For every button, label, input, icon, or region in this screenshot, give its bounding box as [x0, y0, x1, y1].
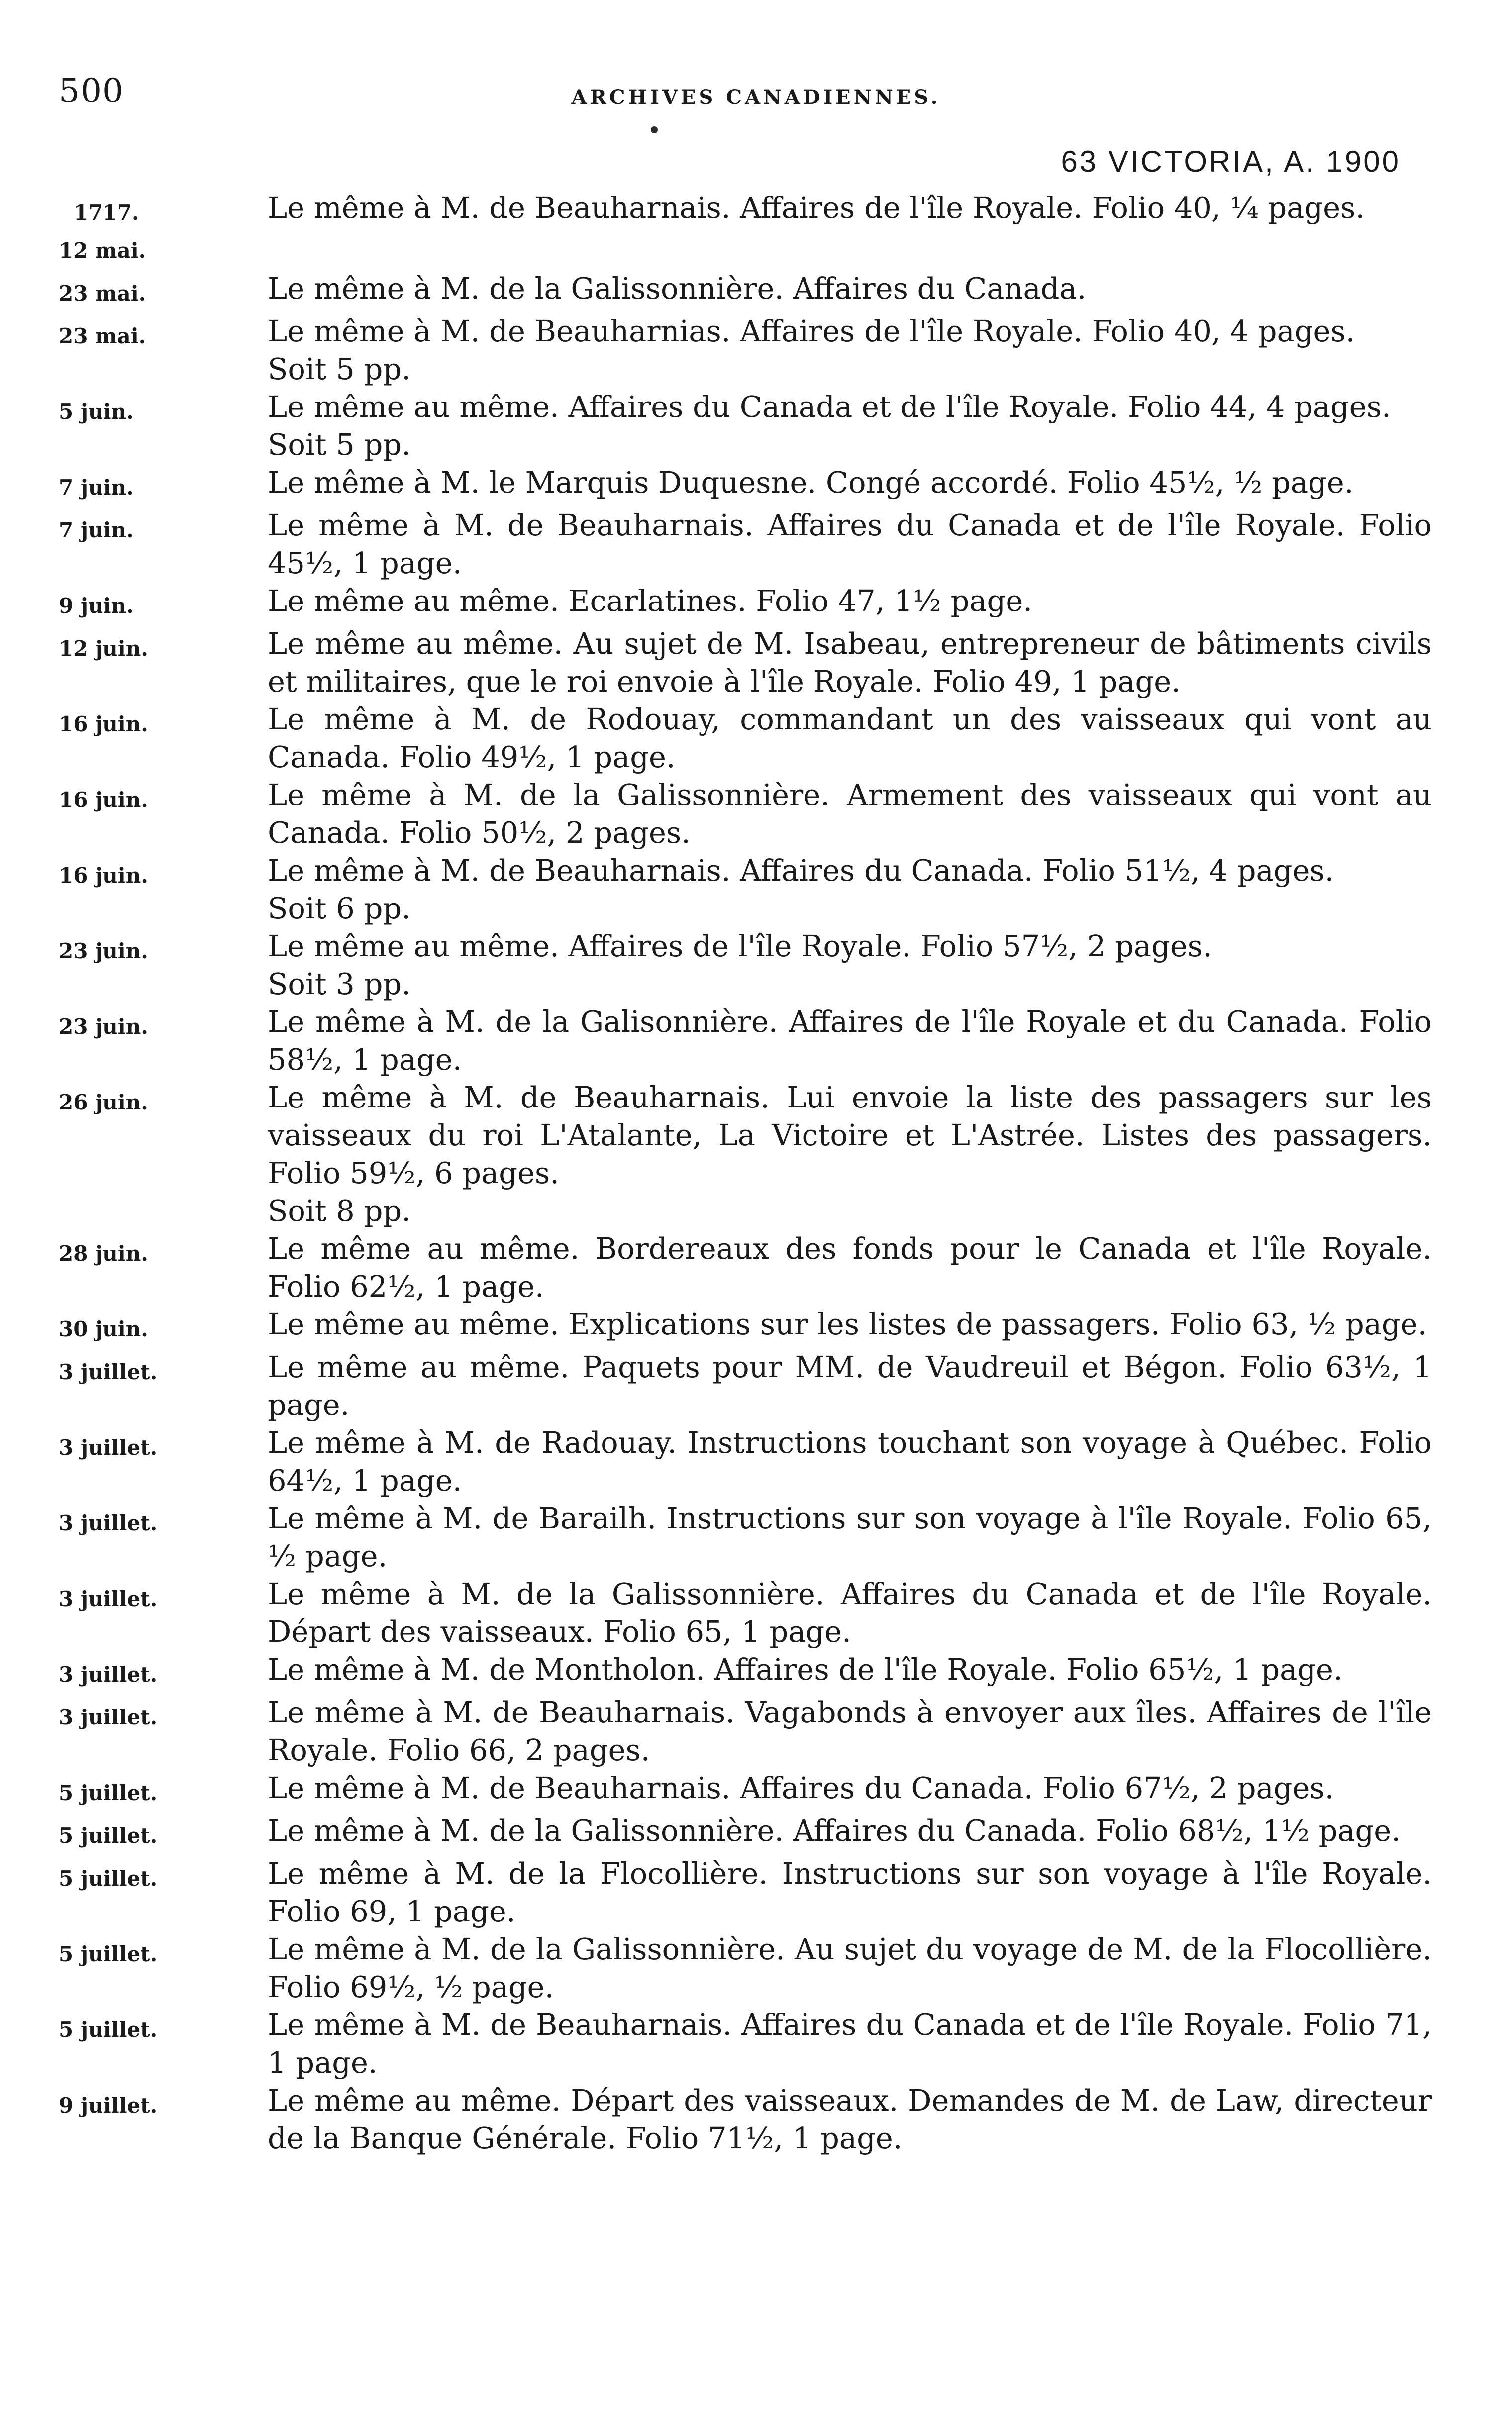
- list-item: [59, 189, 1432, 270]
- entry-day: 7 juin.: [59, 518, 134, 542]
- entry-day: 23 mai.: [59, 281, 146, 305]
- entry-date: [59, 625, 268, 668]
- list-item: [59, 2082, 1432, 2157]
- entry-day: 16 juin.: [59, 712, 148, 736]
- list-item: [59, 1651, 1432, 1694]
- entry-day: 3 juillet.: [59, 1435, 158, 1460]
- entry-date: [59, 506, 268, 549]
- entry-date: [59, 927, 268, 970]
- entry-text: [268, 1348, 1432, 1424]
- list-item: [59, 1855, 1432, 1930]
- entry-day: 16 juin.: [59, 863, 148, 888]
- entry-day: 3 juillet.: [59, 1587, 158, 1611]
- entry-date: [59, 776, 268, 819]
- entry-date: [59, 1079, 268, 1121]
- list-item: [59, 2006, 1432, 2082]
- list-item: [59, 1306, 1432, 1348]
- list-item: [59, 1003, 1432, 1079]
- entry-day: 5 juin.: [59, 400, 134, 424]
- entry-date: [59, 1651, 268, 1694]
- entry-text: [268, 701, 1432, 776]
- entry-description: Le même au même. Départ des vaisseaux. Demandes de M. de Law, directeur de la Banque Générale. Folio 71½, 1 page.: [268, 2083, 1432, 2155]
- entry-text: [268, 1003, 1432, 1079]
- entry-description: Le même à M. de la Galissonnière. Affaires du Canada.: [268, 271, 1087, 305]
- entry-text: [268, 1575, 1432, 1651]
- entry-text: [268, 2082, 1432, 2157]
- running-title: ARCHIVES CANADIENNES.: [571, 86, 941, 109]
- entry-description: Le même à M. de la Galissonnière. Au sujet du voyage de M. de la Flocollière. Folio 69½, ½ page.: [268, 1932, 1432, 2004]
- entry-date: [59, 1424, 268, 1467]
- entry-date: [59, 1855, 268, 1898]
- list-item: [59, 312, 1432, 388]
- entry-description: Le même à M. de Beauharnais. Lui envoie la liste des passagers sur les vaisseaux du roi L'Atalante, La Victoire et L'Astrée. Listes des passagers. Folio 59½, 6 pages.: [268, 1080, 1432, 1190]
- entry-date: [59, 1003, 268, 1046]
- entry-description: Le même à M. de la Galissonnière. Armement des vaisseaux qui vont au Canada. Folio 50½, 2 pages.: [268, 778, 1432, 850]
- entry-date: [59, 1769, 268, 1812]
- entry-day: 16 juin.: [59, 788, 148, 812]
- entry-description: Le même à M. de la Galissonnière. Affaires du Canada. Folio 68½, 1½ page.: [268, 1813, 1401, 1848]
- entry-day: 28 juin.: [59, 1241, 148, 1266]
- list-item: [59, 1079, 1432, 1230]
- list-item: [59, 852, 1432, 927]
- entry-date: [59, 701, 268, 743]
- entry-date: [59, 1930, 268, 1973]
- entry-description: Le même à M. de Barailh. Instructions sur son voyage à l'île Royale. Folio 65, ½ page.: [268, 1501, 1432, 1573]
- entry-date: [59, 189, 268, 270]
- list-item: [59, 1500, 1432, 1575]
- entry-page-total: Soit 5 pp.: [268, 352, 411, 386]
- entry-text: [268, 388, 1432, 464]
- entry-text: [268, 1306, 1432, 1343]
- entry-text: [268, 1930, 1432, 2006]
- entry-date: [59, 1348, 268, 1391]
- entry-day: 5 juillet.: [59, 2017, 158, 2042]
- entry-description: Le même au même. Explications sur les listes de passagers. Folio 63, ½ page.: [268, 1307, 1427, 1341]
- entry-day: 3 juillet.: [59, 1705, 158, 1729]
- entry-text: [268, 506, 1432, 582]
- entry-date: [59, 1500, 268, 1542]
- entry-date: [59, 852, 268, 895]
- list-item: [59, 506, 1432, 582]
- entry-text: [268, 1079, 1432, 1230]
- entry-description: Le même à M. le Marquis Duquesne. Congé accordé. Folio 45½, ½ page.: [268, 465, 1354, 500]
- entry-day: 9 juillet.: [59, 2093, 158, 2117]
- entry-text: [268, 1230, 1432, 1306]
- entry-day: 3 juillet.: [59, 1360, 158, 1384]
- entry-text: [268, 1651, 1432, 1689]
- list-item: [59, 1769, 1432, 1812]
- entry-day: 26 juin.: [59, 1090, 148, 1114]
- entry-description: Le même à M. de Beauharnais. Affaires du Canada et de l'île Royale. Folio 45½, 1 page.: [268, 508, 1432, 580]
- entry-date: [59, 388, 268, 431]
- entry-description: Le même à M. de Radouay. Instructions touchant son voyage à Québec. Folio 64½, 1 page.: [268, 1425, 1432, 1498]
- entry-text: [268, 1855, 1432, 1930]
- entry-day: 5 juillet.: [59, 1866, 158, 1891]
- list-item: [59, 1575, 1432, 1651]
- entry-text: [268, 625, 1432, 701]
- list-item: [59, 582, 1432, 625]
- entry-date: [59, 2006, 268, 2049]
- entry-description: Le même à M. de la Galisonnière. Affaires de l'île Royale et du Canada. Folio 58½, 1 page.: [268, 1005, 1432, 1077]
- entry-date: [59, 1306, 268, 1348]
- entry-description: Le même à M. de la Galissonnière. Affaires du Canada et de l'île Royale. Départ des vaisseaux. Folio 65, 1 page.: [268, 1577, 1432, 1649]
- entry-date: [59, 1230, 268, 1273]
- entry-date: [59, 1694, 268, 1736]
- entry-date: [59, 1575, 268, 1618]
- entry-text: [268, 1694, 1432, 1769]
- list-item: [59, 1812, 1432, 1855]
- entry-text: [268, 1769, 1432, 1807]
- entry-year: 1717.: [74, 201, 139, 225]
- entry-text: [268, 1500, 1432, 1575]
- list-item: [59, 1424, 1432, 1500]
- entry-day: 5 juillet.: [59, 1942, 158, 1966]
- entry-description: Le même à M. de Montholon. Affaires de l'île Royale. Folio 65½, 1 page.: [268, 1652, 1343, 1687]
- entry-page-total: Soit 5 pp.: [268, 427, 411, 462]
- entry-description: Le même à M. de Beauharnais. Affaires du Canada. Folio 67½, 2 pages.: [268, 1771, 1334, 1805]
- entry-date: [59, 1812, 268, 1855]
- list-item: [59, 1230, 1432, 1306]
- entry-page-total: Soit 3 pp.: [268, 967, 411, 1001]
- entry-description: Le même à M. de la Flocollière. Instructions sur son voyage à l'île Royale. Folio 69, 1 page.: [268, 1856, 1432, 1928]
- entry-day: 3 juillet.: [59, 1511, 158, 1535]
- list-item: [59, 1930, 1432, 2006]
- entry-description: Le même à M. de Beauharnais. Vagabonds à envoyer aux îles. Affaires de l'île Royale. Folio 66, 2 pages.: [268, 1695, 1432, 1767]
- list-item: [59, 625, 1432, 701]
- entry-description: Le même au même. Bordereaux des fonds pour le Canada et l'île Royale. Folio 62½, 1 page.: [268, 1231, 1432, 1304]
- entry-description: Le même à M. de Beauharnais. Affaires du Canada et de l'île Royale. Folio 71, 1 page.: [268, 2008, 1432, 2080]
- entry-description: Le même au même. Ecarlatines. Folio 47, 1½ page.: [268, 584, 1032, 618]
- entry-description: Le même à M. de Rodouay, commandant un des vaisseaux qui vont au Canada. Folio 49½, 1 page.: [268, 702, 1432, 774]
- entry-text: [268, 582, 1432, 620]
- entry-text: [268, 927, 1432, 1003]
- list-item: [59, 701, 1432, 776]
- page-number: 500: [59, 72, 124, 110]
- entry-day: 9 juin.: [59, 594, 134, 618]
- entry-text: [268, 776, 1432, 852]
- entry-text: [268, 464, 1432, 502]
- entry-description: Le même au même. Paquets pour MM. de Vaudreuil et Bégon. Folio 63½, 1 page.: [268, 1350, 1432, 1422]
- ink-dot-mark: [651, 126, 658, 133]
- entry-day: 23 mai.: [59, 324, 146, 348]
- entry-date: [59, 312, 268, 355]
- entry-day: 5 juillet.: [59, 1823, 158, 1848]
- entry-description: Le même au même. Au sujet de M. Isabeau, entrepreneur de bâtiments civils et militaires, que le roi envoie à l'île Royale. Folio 49, 1 page.: [268, 626, 1432, 699]
- entry-text: [268, 2006, 1432, 2082]
- entry-text: [268, 312, 1432, 388]
- list-item: [59, 1694, 1432, 1769]
- entry-date: [59, 270, 268, 312]
- entry-description: Le même au même. Affaires de l'île Royale. Folio 57½, 2 pages.: [268, 929, 1212, 963]
- entry-day: 12 juin.: [59, 636, 148, 661]
- entry-day: 7 juin.: [59, 475, 134, 500]
- entry-text: [268, 852, 1432, 927]
- entry-day: 23 juin.: [59, 939, 148, 963]
- entry-date: [59, 582, 268, 625]
- list-item: [59, 927, 1432, 1003]
- entry-day: 3 juillet.: [59, 1662, 158, 1687]
- list-item: [59, 270, 1432, 312]
- session-label: 63 VICTORIA, A. 1900: [1061, 145, 1401, 178]
- entry-description: Le même à M. de Beauharnais. Affaires de l'île Royale. Folio 40, ¼ pages.: [268, 191, 1365, 225]
- entry-description: Le même au même. Affaires du Canada et de l'île Royale. Folio 44, 4 pages.: [268, 390, 1391, 424]
- entry-page-total: Soit 8 pp.: [268, 1194, 411, 1228]
- entry-day: 5 juillet.: [59, 1781, 158, 1805]
- list-item: [59, 464, 1432, 506]
- entry-text: [268, 270, 1432, 307]
- entry-description: Le même à M. de Beauharnais. Affaires du Canada. Folio 51½, 4 pages.: [268, 853, 1334, 888]
- list-item: [59, 1348, 1432, 1424]
- entry-day: 30 juin.: [59, 1317, 148, 1341]
- entry-text: [268, 1812, 1432, 1850]
- entries-list: [59, 189, 1432, 2157]
- entry-day: 23 juin.: [59, 1014, 148, 1039]
- entry-text: [268, 1424, 1432, 1500]
- entry-date: [59, 464, 268, 506]
- entry-date: [59, 2082, 268, 2124]
- entry-day: 12 mai.: [59, 238, 146, 263]
- entry-text: [268, 189, 1432, 227]
- list-item: [59, 776, 1432, 852]
- list-item: [59, 388, 1432, 464]
- entry-page-total: Soit 6 pp.: [268, 891, 411, 925]
- entry-description: Le même à M. de Beauharnias. Affaires de l'île Royale. Folio 40, 4 pages.: [268, 314, 1355, 348]
